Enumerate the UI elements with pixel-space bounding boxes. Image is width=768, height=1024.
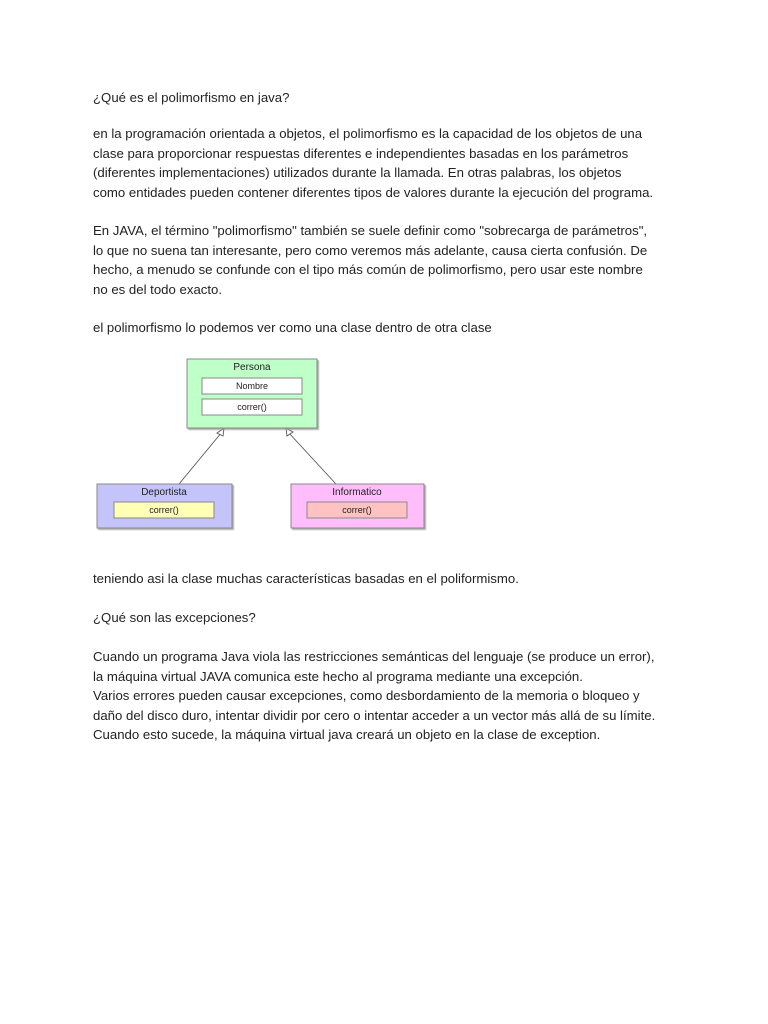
class-persona-title: Persona (233, 362, 271, 373)
paragraph-line: como entidades pueden contener diferentes tipos de valores durante la ejecución del programa. (93, 184, 654, 200)
paragraph-line: no es del todo exacto. (93, 281, 223, 297)
class-persona (187, 359, 317, 428)
class-deportista-title: Deportista (141, 487, 187, 498)
arrow-deportista-to-persona (179, 432, 222, 484)
arrow-head-icon (217, 428, 224, 436)
paragraph-polymorphism-definition (93, 124, 683, 202)
paragraph-line: Varios errores pueden causar excepciones, como desbordamiento de la memoria o bloqueo y (93, 688, 640, 703)
class-informatico (291, 484, 424, 528)
paragraph-exceptions (93, 647, 683, 745)
uml-inheritance-diagram (90, 352, 430, 534)
paragraph-line: Cuando un programa Java viola las restricciones semánticas del lenguaje (se produce un error), (93, 649, 655, 664)
paragraph-line: en la programación orientada a objetos, el polimorfismo es la capacidad de los objetos de una (93, 126, 643, 141)
heading-exceptions: ¿Qué son las excepciones? (93, 610, 256, 625)
class-deportista (97, 484, 232, 528)
paragraph-line: la máquina virtual JAVA comunica este hecho al programa mediante una excepción. (93, 668, 583, 684)
paragraph-line: daño del disco duro, intentar dividir por cero o intentar acceder a un vector más allá de su límite. (93, 707, 656, 723)
paragraph-line: En JAVA, el término "polimorfismo" también se suele definir como "sobrecarga de parámetros", (93, 223, 648, 238)
arrow-informatico-to-persona (288, 432, 336, 484)
paragraph-line: lo que no suena tan interesante, pero como veremos más adelante, causa cierta confusión. De (93, 242, 648, 258)
inheritance-arrows (179, 428, 336, 484)
paragraph-class-within-class: el polimorfismo lo podemos ver como una clase dentro de otra clase (93, 320, 492, 335)
paragraph-line: (diferentes implementaciones) utilizados durante la llamada. En otras palabras, los objetos (93, 165, 622, 180)
member-correr: correr() (342, 505, 372, 515)
member-correr: correr() (149, 505, 179, 515)
paragraph-line: clase para proporcionar respuestas diferentes e independientes basadas en los parámetros (93, 145, 629, 161)
member-correr: correr() (237, 402, 267, 412)
paragraph-polymorphism-summary: teniendo asi la clase muchas características basadas en el poliformismo. (93, 571, 519, 586)
class-informatico-title: Informatico (332, 487, 382, 498)
paragraph-line: hecho, a menudo se confunde con el tipo más común de polimorfismo, pero usar este nombre (93, 262, 643, 277)
paragraph-java-overloading (93, 221, 683, 299)
paragraph-line: Cuando esto sucede, la máquina virtual java creará un objeto en la clase de exception. (93, 727, 601, 742)
heading-polymorphism: ¿Qué es el polimorfismo en java? (93, 90, 290, 105)
arrow-head-icon (286, 428, 293, 436)
member-nombre: Nombre (235, 381, 269, 391)
